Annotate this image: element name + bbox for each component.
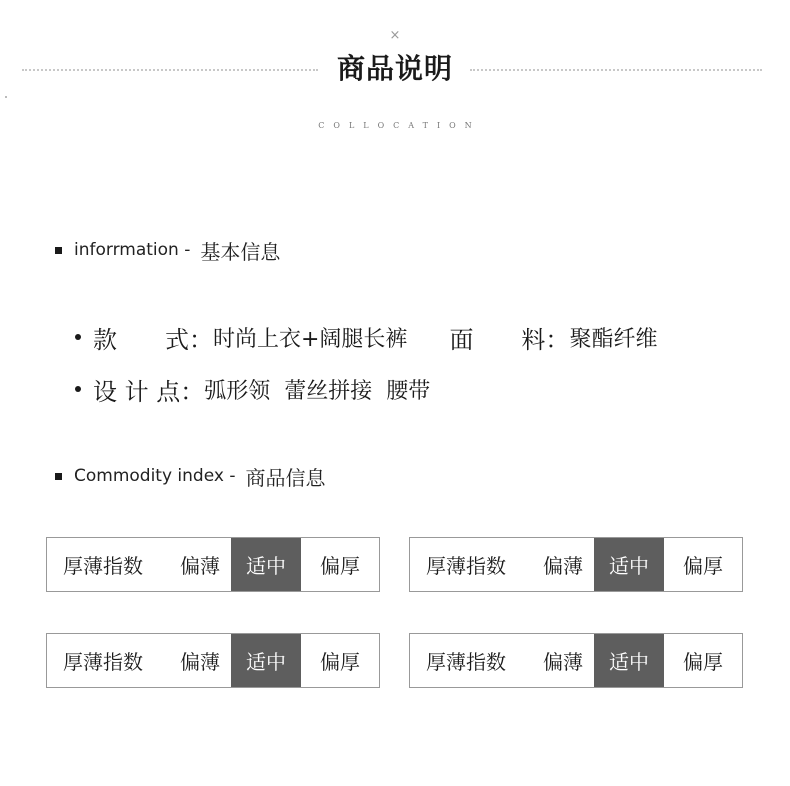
index-option-medium-selected: 适中 (231, 538, 301, 591)
spec-label-fabric: 面 料： (449, 325, 570, 354)
index-option-thick: 偏厚 (320, 650, 360, 674)
bullet-icon (75, 334, 81, 340)
close-mark-icon: × (389, 28, 401, 43)
index-option-medium-selected: 适中 (594, 538, 664, 591)
index-label: 厚薄指数 (63, 650, 143, 674)
square-bullet-icon (55, 247, 62, 254)
section-heading-en: inforrmation - (74, 240, 191, 260)
section-heading-info (55, 236, 280, 264)
bullet-icon (75, 386, 81, 392)
spec-label-design: 设 计 点： (93, 377, 205, 406)
index-option-thin: 偏薄 (180, 554, 220, 578)
spec-value-style: 时尚上衣+阔腿长裤 (213, 326, 408, 352)
spec-value-fabric: 聚酯纤维 (569, 326, 658, 352)
spec-row-design (75, 372, 430, 406)
decorative-dot (5, 96, 7, 98)
index-option-thick: 偏厚 (683, 554, 723, 578)
thickness-index-box (46, 633, 380, 688)
index-option-thin: 偏薄 (543, 554, 583, 578)
spec-row-style-fabric (75, 320, 657, 354)
index-label: 厚薄指数 (63, 554, 143, 578)
index-option-thick: 偏厚 (683, 650, 723, 674)
thickness-index-box (409, 537, 743, 592)
page-title: 商品说明 (336, 52, 453, 85)
section-heading-cn: 商品信息 (245, 465, 326, 490)
section-heading-cn: 基本信息 (200, 239, 281, 264)
section-heading-en: Commodity index - (74, 466, 236, 486)
index-option-thin: 偏薄 (180, 650, 220, 674)
section-heading-index (55, 462, 325, 490)
page-subtitle: COLLOCATION (318, 121, 481, 130)
index-option-medium-selected: 适中 (594, 634, 664, 687)
index-option-thin: 偏薄 (543, 650, 583, 674)
spec-label-style: 款 式： (93, 325, 213, 354)
index-option-thick: 偏厚 (320, 554, 360, 578)
square-bullet-icon (55, 473, 62, 480)
thickness-index-box (409, 633, 743, 688)
spec-value-design: 弧形领 蕾丝拼接 腰带 (204, 378, 431, 404)
index-label: 厚薄指数 (426, 554, 506, 578)
index-option-medium-selected: 适中 (231, 634, 301, 687)
thickness-index-box (46, 537, 380, 592)
index-label: 厚薄指数 (426, 650, 506, 674)
